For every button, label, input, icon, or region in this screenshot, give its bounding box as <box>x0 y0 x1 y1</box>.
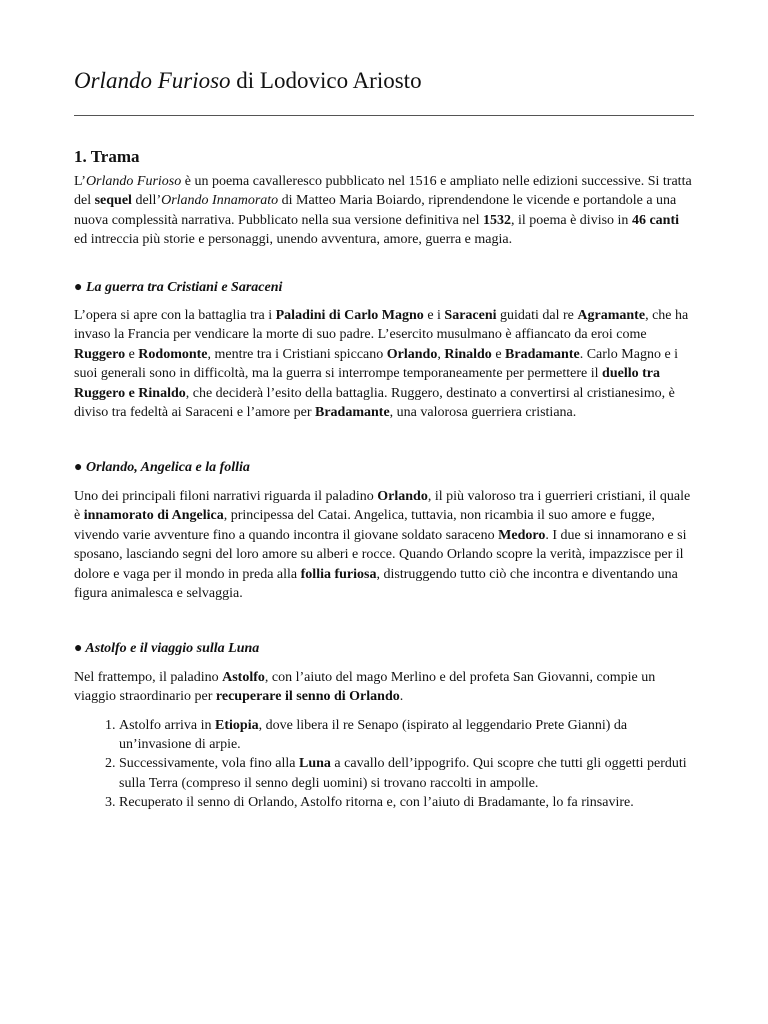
section-heading-trama: 1. Trama <box>74 147 140 166</box>
text-run: è un poema cavalleresco pubblicato nel 1516 e ampliato nelle edizioni successive. Si tratta del <box>74 174 692 209</box>
text-run: dell’ <box>131 193 162 209</box>
bold-run: duello tra Ruggero e Rinaldo <box>74 366 660 401</box>
bold-run: Ruggero <box>74 346 126 362</box>
text-run: , che ha invaso la Francia per vendicare la morte di suo padre. L’esercito musulmano è affiancato da eroi come <box>74 308 689 343</box>
bold-run: Orlando <box>377 488 428 504</box>
text-run: di Matteo Maria Boiardo, riprendendone le vicende e portandole a una nuova complessità narrativa. Pubblicato nella sua versione definitiva nel <box>74 193 677 228</box>
bold-run: follia furiosa <box>300 566 377 582</box>
bold-run: Medoro <box>498 527 546 543</box>
text-run: , una valorosa guerriera cristiana. <box>389 405 577 421</box>
subheading-astolfo: ● Astolfo e il viaggio sulla Luna <box>74 641 260 657</box>
text-run: a cavallo dell’ippogrifo. Qui scopre che tutti gli oggetti perduti sulla Terra (compreso il senno degli uomini) si trovano raccolti in ampolle. <box>119 756 687 791</box>
bold-run: Saraceni <box>444 308 497 324</box>
list-item <box>119 793 694 812</box>
intro-paragraph <box>74 172 694 250</box>
text-run: , il poema è diviso in <box>511 212 632 228</box>
bold-run: Astolfo <box>222 669 265 685</box>
bold-run: 46 canti <box>631 212 679 228</box>
text-run: Recuperato il senno di Orlando, Astolfo ritorna e, con l’aiuto di Bradamante, lo fa rinsavire. <box>119 795 634 811</box>
text-run: , con l’aiuto del mago Merlino e del profeta San Giovanni, compie un viaggio straordinario per <box>74 669 656 705</box>
bold-run: Paladini di Carlo Magno <box>275 308 424 324</box>
italic-run: Orlando Furioso <box>85 174 182 189</box>
subheading-orlando: ● Orlando, Angelica e la follia <box>74 460 250 476</box>
text-run: , mentre tra i Cristiani spiccano <box>207 346 387 362</box>
text-run: e <box>491 346 506 362</box>
text-run: e i <box>423 308 445 324</box>
text-run: L’ <box>74 174 86 189</box>
bold-run: Bradamante <box>315 405 390 421</box>
bold-run: Rinaldo <box>444 346 492 362</box>
title-author: di Lodovico Ariosto <box>230 68 422 93</box>
bold-run: sequel <box>94 193 132 209</box>
text-run: Nel frattempo, il paladino <box>74 669 223 685</box>
text-run: , che deciderà l’esito della battaglia. Ruggero, destinato a convertirsi al cristianesimo, è diviso tra fedeltà ai Saraceni e l’amore per <box>74 385 675 421</box>
numbered-list <box>74 716 694 813</box>
text-run: Successivamente, vola fino alla <box>119 756 299 772</box>
paragraph-guerra <box>74 306 694 422</box>
text-run: . I due si innamorano e si sposano, lasciando segni del loro amore su alberi e rocce. Quando Orlando scopre la verità, impazzisce per il dolore e vaga per il mondo in preda alla <box>74 527 687 582</box>
text-run: guidati dal re <box>496 308 578 324</box>
text-run: ed intreccia più storie e personaggi, unendo avventura, amore, guerra e magia. <box>74 232 513 248</box>
text-run: . Carlo Magno e i suoi generali sono in difficoltà, ma la guerra si interrompe temporaneamente per permettere il <box>74 346 679 382</box>
bold-run: Rodomonte <box>138 346 208 362</box>
text-run: Astolfo arriva in <box>119 717 216 733</box>
text-run: L’opera si apre con la battaglia tra i <box>74 308 276 324</box>
bold-run: Luna <box>299 756 331 772</box>
list-item <box>119 716 694 755</box>
bold-run: innamorato di Angelica <box>83 508 224 524</box>
document-title <box>74 66 694 96</box>
title-divider <box>74 115 694 116</box>
bold-run: Bradamante <box>505 346 580 362</box>
bold-run: 1532 <box>483 212 511 228</box>
text-run: , <box>437 346 445 362</box>
text-run: e <box>125 346 139 362</box>
text-run: . <box>399 689 404 705</box>
text-run: , il più valoroso tra i guerrieri cristiani, il quale è <box>74 488 691 524</box>
bold-run: Orlando <box>386 346 438 362</box>
subheading-guerra: ● La guerra tra Cristiani e Saraceni <box>74 279 283 295</box>
paragraph-orlando <box>74 487 694 603</box>
italic-run: Orlando Innamorato <box>161 193 279 209</box>
text-run: Uno dei principali filoni narrativi riguarda il paladino <box>74 488 378 504</box>
bold-run: recuperare il senno di Orlando <box>215 689 400 705</box>
text-run: , principessa del Catai. Angelica, tuttavia, non ricambia il suo amore e fugge, vivendo varie avventure fino a quando incontra il giovane soldato saraceno <box>74 508 655 543</box>
title-work-name: Orlando Furioso <box>74 68 231 93</box>
text-run: , distruggendo tutto ciò che incontra e diventando una figura animalesca e selvaggia. <box>74 566 678 601</box>
bold-run: Etiopia <box>215 717 259 733</box>
paragraph-astolfo <box>74 668 694 707</box>
list-item <box>119 754 694 793</box>
text-run: , dove libera il re Senapo (ispirato al leggendario Prete Gianni) da un’invasione di arpie. <box>119 717 628 752</box>
bold-run: Agramante <box>577 308 646 324</box>
